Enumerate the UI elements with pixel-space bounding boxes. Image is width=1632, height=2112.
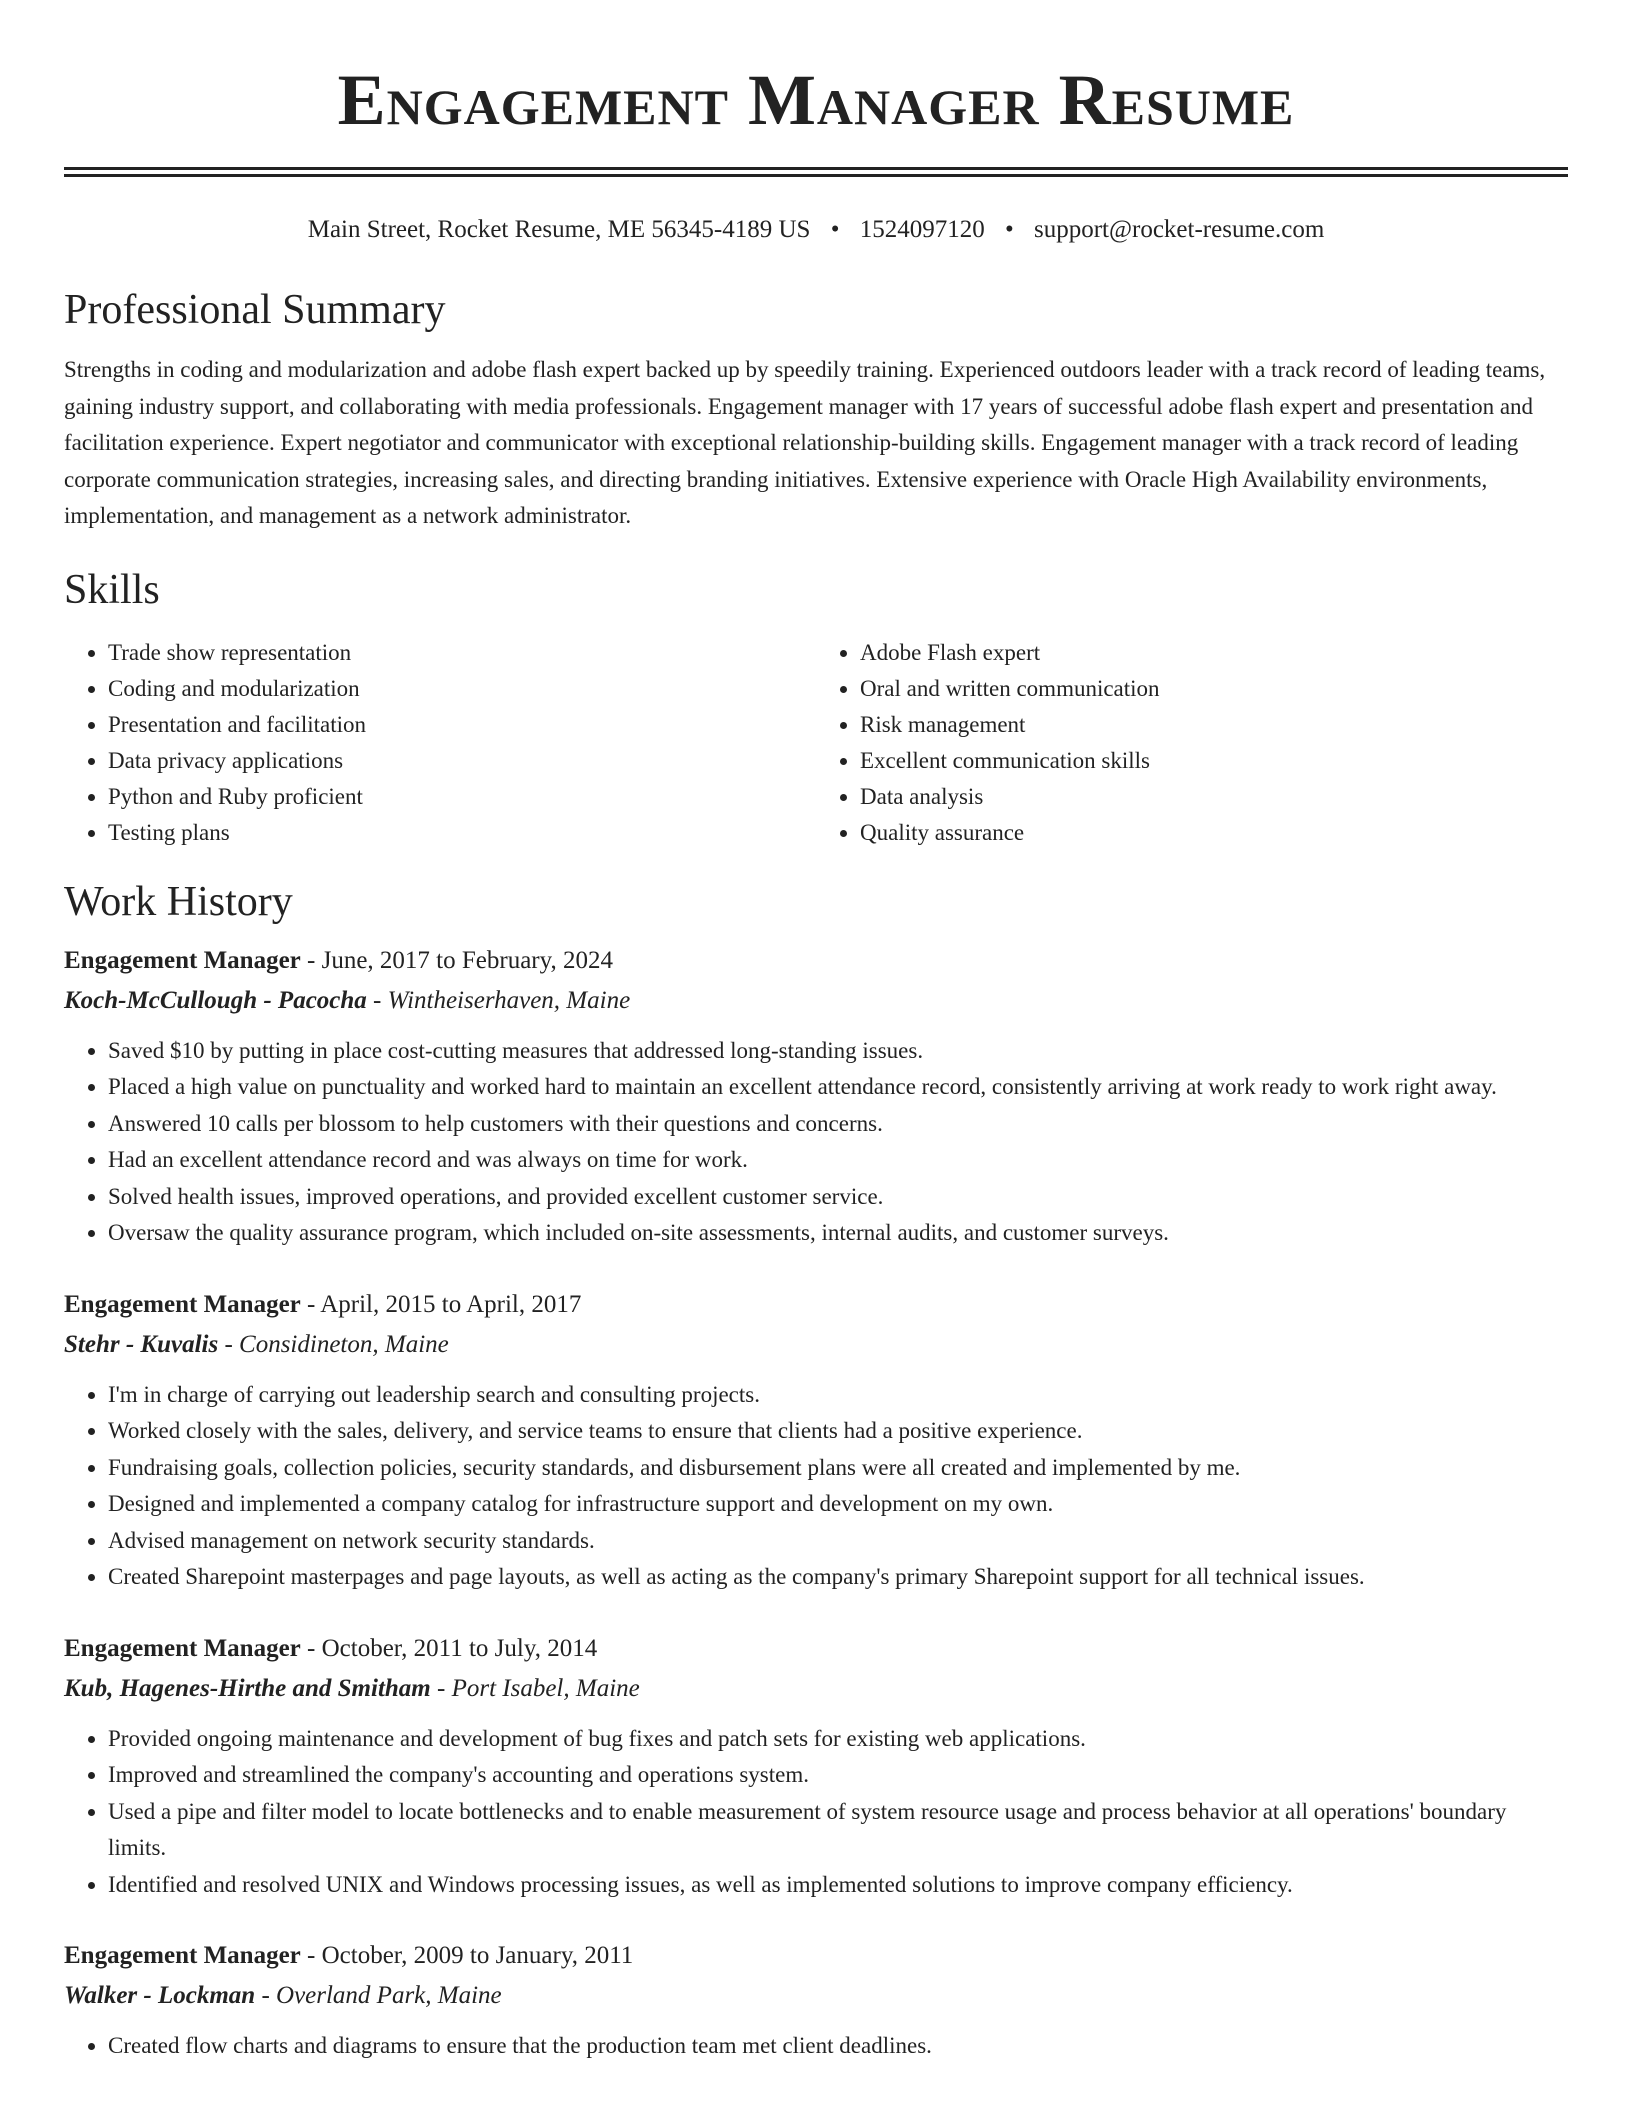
job-bullet: • Designed and implemented a company catalog for infrastructure support and development on my own. — [108, 1486, 1568, 1523]
skill-item: • Quality assurance — [860, 815, 1568, 851]
summary-heading: Professional Summary — [64, 287, 446, 333]
contact-separator: • — [1004, 216, 1014, 243]
contact-line — [64, 214, 1568, 246]
header-double-rule — [64, 167, 1568, 177]
job-bullet: • Used a pipe and filter model to locate bottlenecks and to enable measurement of system resource usage and process behavior at all operations' boundary limits. — [108, 1794, 1568, 1867]
job-company-line: Kub, Hagenes-Hirthe and Smitham - Port Isabel, Maine — [64, 1674, 640, 1702]
job-dates: October, 2011 to July, 2014 — [321, 1634, 598, 1662]
skill-item: • Testing plans — [108, 815, 816, 851]
job-location: Wintheiserhaven, Maine — [387, 986, 631, 1014]
job-bullet: • Advised management on network security standards. — [108, 1523, 1568, 1560]
job-role: Engagement Manager — [64, 1942, 301, 1969]
job-bullets — [64, 2028, 1568, 2065]
resume-title: Engagement Manager Resume — [337, 60, 1295, 140]
skills-list-left — [64, 635, 816, 851]
skill-item: • Excellent communication skills — [860, 743, 1568, 779]
contact-address: Main Street, Rocket Resume, ME 56345-4189 US — [307, 216, 811, 243]
job-bullets — [64, 1721, 1568, 1904]
skill-item: • Risk management — [860, 707, 1568, 743]
job-company-line: Stehr - Kuvalis - Considineton, Maine — [64, 1330, 449, 1358]
skill-item: • Presentation and facilitation — [108, 707, 816, 743]
job-bullet: • Saved $10 by putting in place cost-cutting measures that addressed long-standing issues. — [108, 1033, 1568, 1070]
skill-item: • Data analysis — [860, 779, 1568, 815]
job-entry — [64, 941, 1568, 1252]
skill-item: • Data privacy applications — [108, 743, 816, 779]
resume-page — [64, 0, 1568, 2065]
work-history-heading: Work History — [64, 878, 293, 925]
job-company: Koch-McCullough - Pacocha — [64, 986, 367, 1014]
skill-item: • Python and Ruby proficient — [108, 779, 816, 815]
skill-item: • Trade show representation — [108, 635, 816, 671]
skills-heading: Skills — [64, 566, 160, 613]
job-company: Walker - Lockman — [64, 1982, 256, 2009]
job-bullet: • Improved and streamlined the company's accounting and operations system. — [108, 1757, 1568, 1794]
job-bullet: • I'm in charge of carrying out leadership search and consulting projects. — [108, 1377, 1568, 1414]
job-company-line: Walker - Lockman - Overland Park, Maine — [64, 1982, 502, 2009]
job-header: Engagement Manager - April, 2015 to April, 2017 — [64, 1290, 582, 1318]
job-bullets — [64, 1377, 1568, 1596]
job-bullet: • Worked closely with the sales, delivery, and service teams to ensure that clients had a positive experience. — [108, 1413, 1568, 1450]
job-dates: April, 2015 to April, 2017 — [320, 1290, 582, 1318]
contact-phone: 1524097120 — [859, 216, 985, 243]
job-dates: June, 2017 to February, 2024 — [321, 946, 614, 974]
job-bullet: • Had an excellent attendance record and was always on time for work. — [108, 1142, 1568, 1179]
skill-item: • Adobe Flash expert — [860, 635, 1568, 671]
contact-separator: • — [830, 216, 840, 243]
skill-item: • Oral and written communication — [860, 671, 1568, 707]
job-bullet: • Answered 10 calls per blossom to help customers with their questions and concerns. — [108, 1106, 1568, 1143]
job-bullets — [64, 1033, 1568, 1252]
job-bullet: • Provided ongoing maintenance and development of bug fixes and patch sets for existing web applications. — [108, 1721, 1568, 1758]
job-location: Considineton, Maine — [239, 1330, 449, 1358]
job-company-line: Koch-McCullough - Pacocha - Wintheiserhaven, Maine — [64, 986, 631, 1014]
job-dates: October, 2009 to January, 2011 — [321, 1942, 634, 1969]
job-company: Kub, Hagenes-Hirthe and Smitham — [64, 1674, 431, 1702]
contact-email: support@rocket-resume.com — [1033, 216, 1325, 243]
job-bullet: • Solved health issues, improved operations, and provided excellent customer service. — [108, 1179, 1568, 1216]
job-entry — [64, 1285, 1568, 1596]
job-bullet: • Created flow charts and diagrams to ensure that the production team met client deadlines. — [108, 2028, 1568, 2065]
job-role: Engagement Manager — [64, 946, 301, 974]
job-entry — [64, 1936, 1568, 2065]
job-bullet: • Fundraising goals, collection policies, security standards, and disbursement plans were all created and implemented by me. — [108, 1450, 1568, 1487]
job-role: Engagement Manager — [64, 1634, 301, 1662]
job-header: Engagement Manager - June, 2017 to February, 2024 — [64, 946, 614, 974]
job-bullet: • Placed a high value on punctuality and worked hard to maintain an excellent attendance record, consistently arriving at work ready to work right away. — [108, 1069, 1568, 1106]
job-header: Engagement Manager - October, 2011 to July, 2014 — [64, 1634, 598, 1662]
summary-text: Strengths in coding and modularization and adobe flash expert backed up by speedily training. Experienced outdoors leader with a track record of leading teams, gaining industry support, and collaborating with media professionals. Engagement manager with 17 years of successful adobe flash expert and presentation and facilitation experience. Expert negotiator and communicator with exceptional relationship-building skills. Engagement manager with a track record of leading corporate communication strategies, increasing sales, and directing branding initiatives. Extensive experience with Oracle High Availability environments, implementation, and management as a network administrator. — [64, 357, 1546, 528]
skills-grid — [64, 635, 1568, 851]
job-bullet: • Identified and resolved UNIX and Windows processing issues, as well as implemented solutions to improve company efficiency. — [108, 1867, 1568, 1904]
job-header: Engagement Manager - October, 2009 to January, 2011 — [64, 1942, 634, 1969]
job-location: Overland Park, Maine — [276, 1982, 502, 2009]
skills-list-right — [816, 635, 1568, 851]
job-entry — [64, 1629, 1568, 1904]
job-bullet: • Oversaw the quality assurance program, which included on-site assessments, internal audits, and customer surveys. — [108, 1215, 1568, 1252]
job-location: Port Isabel, Maine — [451, 1674, 640, 1702]
job-bullet: • Created Sharepoint masterpages and page layouts, as well as acting as the company's primary Sharepoint support for all technical issues. — [108, 1559, 1568, 1596]
job-company: Stehr - Kuvalis — [64, 1330, 219, 1358]
skill-item: • Coding and modularization — [108, 671, 816, 707]
job-role: Engagement Manager — [64, 1290, 301, 1318]
